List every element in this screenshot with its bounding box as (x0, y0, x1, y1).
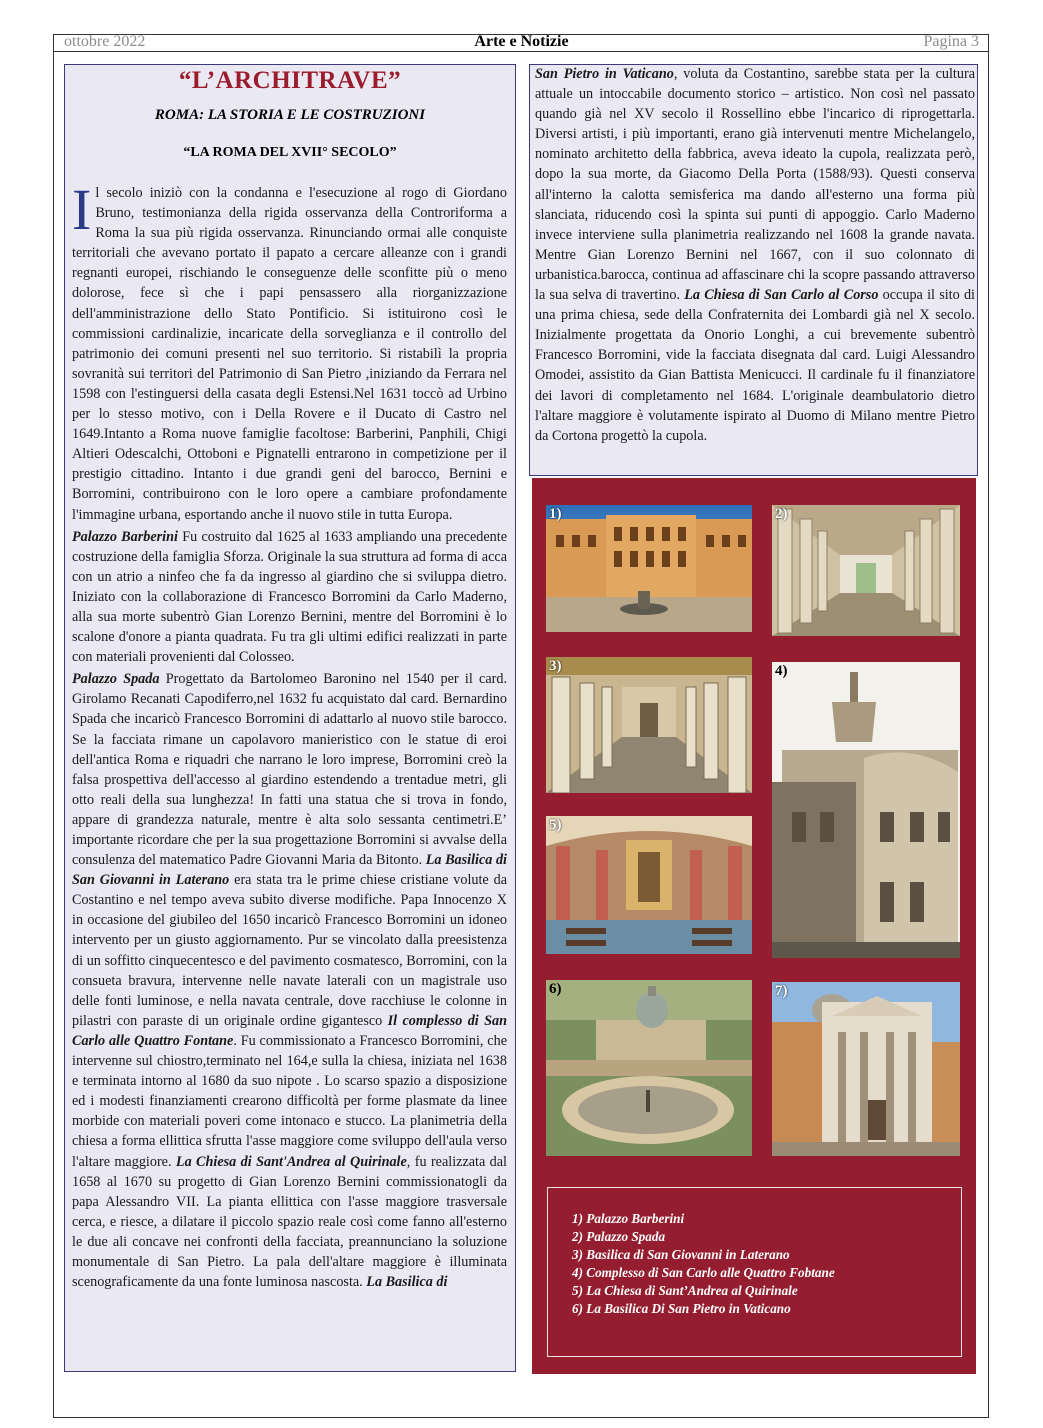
photo-san-pietro (546, 980, 752, 1156)
header-date: ottobre 2022 (64, 33, 146, 50)
photo-sant-andrea (546, 816, 752, 954)
san-carlo-corso-image (772, 982, 960, 1156)
photo-palazzo-spada (772, 505, 960, 636)
photo-number-4: 4) (775, 663, 788, 679)
header-page-number: Pagina 3 (923, 33, 979, 50)
andrea-heading: La Chiesa di Sant'Andrea al Quirinale (175, 1153, 407, 1170)
article-subtitle: ROMA: LA STORIA E LE COSTRUZIONI (154, 107, 426, 123)
quattro-fontane-text: . Fu commissionato a Francesco Borromini, che intervenne sul chiostro,terminato nel 164,e sulla la chiesa, iniziata nel 1638 e terminata intorno al 1680 da suo nipote . Lo scarso spazio a disposizione ed i modesti finanziamenti crearono difficoltà per forme plasmate da linee morbide con materiali poveri come intonaco e stucco. La planimetria della chiesa a forma ellittica sfrutta l'asse maggiore come sviluppo dell'aula verso l'altare maggiore. (72, 1032, 507, 1170)
photo-san-carlo-quattro-fontane (772, 662, 960, 958)
palazzo-spada-image (772, 505, 960, 636)
photo-number-7: 7) (775, 983, 788, 999)
barberini-paragraph (72, 527, 507, 668)
san-pietro-paragraph (535, 64, 975, 446)
san-carlo-corso-text: occupa il sito di una prima chiesa, sede della Confraternita dei Lombardi già nel X secolo. Inizialmente progettata da Onorio Longhi, a cui brevemente subentrò Francesco Borromini, vide la facciata disegnata dal card. Luigi Alessandro Omodei, assistito da Gian Battista Menicucci. Il cardinale fu il finanziatore dei lavori di completamento nel 1684. L'originale deambulatorio dietro l'altare maggiore è volutamente ispirato al Duomo di Milano mentre Pietro da Cortona progettò la cupola. (535, 287, 975, 444)
san-pietro-heading-start: La Basilica di (366, 1274, 448, 1291)
legend-item: 2) Palazzo Spada (572, 1228, 666, 1244)
quattro-fontane-heading: Il complesso di San Carlo alle Quattro Fontane (72, 1012, 507, 1049)
spada-paragraph (72, 669, 507, 1292)
sant-andrea-image (546, 816, 752, 954)
left-article-body (72, 177, 508, 1292)
san-pietro-image (546, 980, 752, 1156)
legend-item: 4) Complesso di San Carlo alle Quattro Fobtane (572, 1264, 835, 1280)
palazzo-barberini-image (546, 505, 752, 632)
intro-text: l secolo iniziò con la condanna e l'esecuzione al rogo di Giordano Bruno, testimonianza della rigida osservanza della Controriforma a Roma la sua più rigida osservanza. Rinunciando ormai alle conquiste territoriali che avevano portato il papato a cercare alleanze con i grandi regnanti europei, rischiando le conseguenze delle sconfitte più o meno dolorose, fece sì che i papi pensassero alla riorganizzazione dell'amministrazione dello Stato Pontificio. Si istituirono così le commissioni cardinalizie, incaricate della sorveglianza e il controllo del patrimonio dei comuni presenti nel suo territorio. Si ristabilì la propria sovranità sui territori del Patrimonio di San Pietro ,iniziando da Ferrara nel 1598 con l'estinguersi della casata degli Estensi.Nel 1631 toccò ad Urbino per lo stesso motivo, con i Della Rovere e il Ducato di Castro nel 1649.Intanto a Roma nuove famiglie facoltose: Barberini, Panphili, Chigi Altieri Odescalchi, Ottoboni e Pignatelli entrarono in competizione per il prestigio cittadino. Intanto i due grandi geni del barocco, Bernini e Borromini, contribuirono con le loro opere a cambiare profondamente l'immagine urbana, esportando anche il nuovo stile in tutta Europa. (72, 185, 507, 523)
header-rule (53, 51, 989, 52)
legend-item: 3) Basilica di San Giovanni in Laterano (572, 1246, 790, 1262)
photo-number-3: 3) (549, 658, 562, 674)
photo-number-2: 2) (775, 506, 788, 522)
photo-number-6: 6) (549, 981, 562, 997)
photo-san-carlo-corso (772, 982, 960, 1156)
laterano-text: era stata tra le prime chiese cristiane volute da Costantino e nel tempo aveva subito diverse modifiche. Papa Innocenzo X in occasione del giubileo del 1650 incaricò Francesco Borromini un idoneo intervento per un giusto aggiornamento. Pur se vincolato dalla preesistenza di un soffitto cinquecentesco e del pavimento cosmatesco, Borromini, con la consueta bravura, intervenne nelle navate laterali con un magistrale uso delle fonti luminose, e nella navata centrale, dove racchiuse le colonne in pilastri con paraste di un originale ordine gigantesco (72, 872, 507, 1029)
intro-paragraph (72, 177, 507, 525)
laterano-heading: La Basilica di San Giovanni in Laterano (72, 852, 507, 889)
san-carlo-corso-heading: La Chiesa di San Carlo al Corso (684, 287, 879, 304)
legend-item: 1) Palazzo Barberini (572, 1211, 685, 1226)
section-title: “LA ROMA DEL XVII° SECOLO” (183, 145, 397, 160)
legend-item: 6) La Basilica Di San Pietro in Vaticano (572, 1300, 791, 1316)
legend-item: 5) La Chiesa di Sant’Andrea al Quirinale (572, 1282, 798, 1298)
photo-legend (572, 1210, 835, 1317)
barberini-text: Fu costruito dal 1625 al 1633 ampliando una precedente costruzione della famiglia Sforza. Originale la sua struttura ad forma di acca con un atrio a ninfeo che fa da ingresso al giardino che si sviluppa dietro. Iniziato con la collaborazione di Francesco Borromini da Carlo Maderno, alla sua morte subentrò Gian Lorenzo Bernini, mentre del Borromini è lo scalone d'onore a pianta quadrata. Fu tra gli ultimi edifici realizzati in parte con materiali provenienti dal Colosseo. (72, 528, 507, 666)
drop-cap: I (72, 177, 92, 242)
barberini-heading: Palazzo Barberini (72, 528, 178, 545)
laterano-image (546, 657, 752, 793)
header-publication: Arte e Notizie (474, 33, 569, 50)
photo-palazzo-barberini (546, 505, 752, 632)
column-title: “L’ARCHITRAVE” (178, 67, 402, 94)
photo-laterano (546, 657, 752, 793)
photo-number-1: 1) (549, 506, 562, 522)
san-pietro-text: , voluta da Costantino, sarebbe stata per la cultura attuale un intoccabile documento storico – artistico. Non così nel passato quando già nel XV secolo il Rossellino ebbe l'incarico di riprogettarla. Diversi artisti, i più importanti, erano già intervenuti mentre Michelangelo, nominato architetto della fabbrica, aveva ideato la cupola, realizzata però, dopo la sua morte, da Giacomo Della Porta (1588/93). Questi conserva all'interno la calotta semisferica ma dando all'esterno una forma più slanciata, riducendo così la spinta sui punti di appoggio. Carlo Maderno invece interviene sulla planimetria realizzando nel 1608 la grande navata. Mentre Gian Lorenzo Bernini nel 1667, con il suo colonnato di urbanistica.barocca, continua ad affascinare chi la scopre passando attraverso la sua selva di travertino. (535, 66, 975, 304)
andrea-text: , fu realizzata dal 1658 al 1670 su progetto di Gian Lorenzo Bernini commissionatogli da papa Alessandro VII. La pianta ellittica con l'asse maggiore trasversale cerca, e riesce, a dilatare il piccolo spazio reale così come fanno all'esterno le due ali concave nei confronti della facciata, preannunciano la soluzione monumentale di San Pietro. La pala dell'altare maggiore è illuminata scenograficamente da una fonte luminosa nascosta. (72, 1153, 508, 1291)
san-pietro-heading-end: San Pietro in Vaticano (535, 66, 674, 82)
spada-heading: Palazzo Spada (72, 671, 160, 688)
spada-text: Progettato da Bartolomeo Baronino nel 1540 per il card. Girolamo Recanati Capodiferro,nel 1632 fu acquistato dal card. Bernardino Spada che incaricò Francesco Borromini di adattarlo al nuovo stile barocco. Se la facciata rimane un capolavoro manieristico con le statue di eroi dell'antica Roma e riquadri che narrano le loro imprese, Borromini creò la falsa prospettiva dell'accesso al giardino estendendo a trentadue metri, gli otto reali della sua lunghezza! In fatti una statua che si trova in fondo, appare di grandezza naturale, mentre è alta solo sessanta centimetri.E’ importante ricordare che per la sua progettazione Borromini si avvalse della consulenza del matematico Padre Giovanni Maria da Bitonto. (72, 671, 508, 869)
photo-number-5: 5) (549, 817, 562, 833)
right-article-body (535, 64, 975, 446)
san-carlo-quattro-fontane-image (772, 662, 960, 958)
